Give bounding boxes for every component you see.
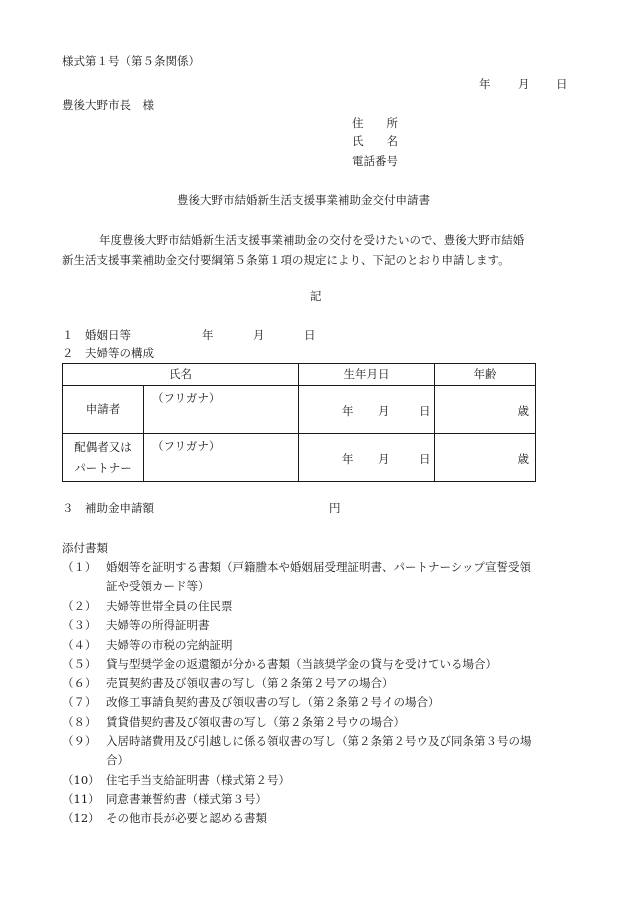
date-day-label: 日	[556, 77, 568, 91]
marriage-month-label: 月	[253, 328, 265, 342]
age-field-spouse[interactable]	[435, 434, 536, 482]
header-age: 年齢	[435, 364, 536, 386]
table-row-applicant	[63, 386, 536, 434]
age-unit-label: 歳	[517, 404, 529, 418]
list-item-number: （９）	[62, 734, 97, 748]
list-item-number: （11）	[62, 792, 100, 806]
subsidy-amount-label: ３ 補助金申請額	[62, 501, 154, 515]
couple-composition-label: ２ 夫婦等の構成	[62, 346, 154, 360]
name-label: 氏 名	[352, 134, 398, 148]
form-number: 様式第１号（第５条関係）	[62, 54, 200, 68]
furigana-label: （フリガナ）	[152, 439, 221, 453]
list-item-number: （５）	[62, 657, 97, 671]
list-item-text: 夫婦等の市税の完納証明	[106, 638, 233, 652]
birth-month-label: 月	[378, 452, 390, 466]
list-item-number: （７）	[62, 695, 97, 709]
age-unit-label: 歳	[517, 452, 529, 466]
list-item-number: （４）	[62, 638, 97, 652]
addressee: 豊後大野市長 様	[62, 98, 154, 112]
row-label-line: 申請者	[85, 402, 121, 417]
date-month-label: 月	[518, 77, 530, 91]
row-label-line: パートナー	[74, 460, 132, 475]
ki-heading: 記	[310, 289, 322, 303]
furigana-field-applicant[interactable]	[144, 386, 299, 434]
list-item-number: （８）	[62, 715, 97, 729]
birth-day-label: 日	[419, 452, 431, 466]
row-label-spouse	[63, 434, 144, 482]
row-label-applicant	[63, 386, 144, 434]
header-birthdate: 生年月日	[299, 364, 435, 386]
list-item-text-cont: 証や受領カード等）	[106, 579, 210, 593]
list-item-text: 貸与型奨学金の返還額が分かる書類（当該奨学金の貸与を受けている場合）	[106, 657, 497, 671]
attachments-heading: 添付書類	[62, 541, 108, 555]
date-year-label: 年	[479, 77, 491, 91]
list-item-text: 同意書兼誓約書（様式第３号）	[106, 792, 267, 806]
birth-day-label: 日	[419, 404, 431, 418]
table-header-row	[63, 364, 536, 386]
list-item-text: 入居時諸費用及び引越しに係る領収書の写し（第２条第２号ウ及び同条第３号の場	[106, 734, 532, 748]
document-title: 豊後大野市結婚新生活支援事業補助金交付申請書	[177, 193, 430, 207]
list-item-text: 改修工事請負契約書及び領収書の写し（第２条第２号イの場合）	[106, 695, 440, 709]
subsidy-unit-label: 円	[329, 501, 341, 515]
list-item-number: （12）	[62, 811, 100, 825]
list-item-number: （６）	[62, 676, 97, 690]
birthdate-field-spouse[interactable]	[299, 434, 435, 482]
list-item-number: （２）	[62, 599, 97, 613]
list-item-text: 住宅手当支給証明書（様式第２号）	[106, 773, 290, 787]
intro-line-2: 新生活支援事業補助金交付要綱第５条第１項の規定により、下記のとおり申請します。	[62, 253, 510, 267]
marriage-date-label: １ 婚姻日等	[62, 328, 131, 342]
list-item-text-cont: 合）	[106, 753, 129, 767]
age-field-applicant[interactable]	[435, 386, 536, 434]
header-name: 氏名	[63, 364, 299, 386]
birth-month-label: 月	[378, 404, 390, 418]
birth-year-label: 年	[342, 452, 354, 466]
list-item-text: 夫婦等の所得証明書	[106, 618, 210, 632]
list-item-number: （３）	[62, 618, 97, 632]
marriage-day-label: 日	[304, 328, 316, 342]
address-label: 住 所	[352, 116, 398, 130]
list-item-text: 賃貸借契約書及び領収書の写し（第２条第２号ウの場合）	[106, 715, 405, 729]
furigana-label: （フリガナ）	[152, 391, 221, 405]
list-item-text: 婚姻等を証明する書類（戸籍謄本や婚姻届受理証明書、パートナーシップ宣誓受領	[106, 560, 532, 574]
birthdate-field-applicant[interactable]	[299, 386, 435, 434]
list-item-text: 夫婦等世帯全員の住民票	[106, 599, 233, 613]
list-item-number: （10）	[62, 773, 100, 787]
table-row-spouse	[63, 434, 536, 482]
furigana-field-spouse[interactable]	[144, 434, 299, 482]
couple-table	[62, 363, 535, 482]
marriage-year-label: 年	[202, 328, 214, 342]
list-item-text: その他市長が必要と認める書類	[106, 811, 267, 825]
list-item-text: 売買契約書及び領収書の写し（第２条第２号アの場合）	[106, 676, 394, 690]
phone-label: 電話番号	[352, 154, 398, 168]
intro-line-1: 年度豊後大野市結婚新生活支援事業補助金の交付を受けたいので、豊後大野市結婚	[99, 233, 525, 247]
birth-year-label: 年	[342, 404, 354, 418]
row-label-line: 配偶者又は	[74, 440, 132, 455]
list-item-number: （１）	[62, 560, 97, 574]
